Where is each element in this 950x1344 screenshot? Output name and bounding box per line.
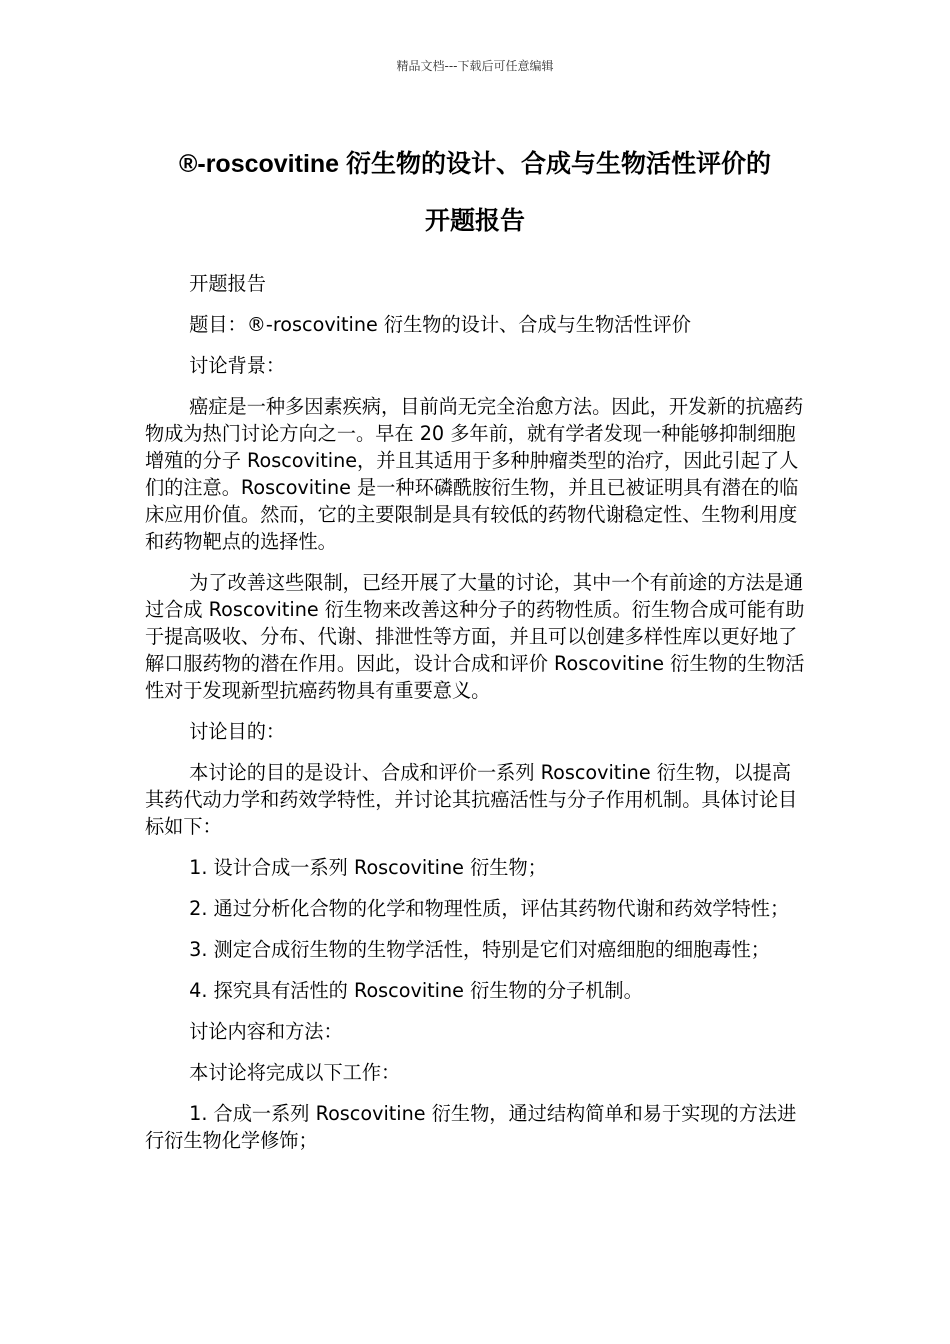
background-paragraph-2: 为了改善这些限制，已经开展了大量的讨论，其中一个有前途的方法是通过合成 Roscovitine 衍生物来改善这种分子的药物性质。衍生物合成可能有助于提高吸收、分布、代谢、排泄性等方面，并且可以创建多样性库以更好地了解口服药物的潜在作用。因此，设计合成和评价 Roscovitine 衍生物的生物活性对于发现新型抗癌药物具有重要意义。	[145, 571, 805, 702]
heading-objective: 讨论目的：	[189, 720, 286, 743]
heading-background: 讨论背景：	[189, 354, 286, 377]
document-body	[145, 270, 805, 1168]
objective-item-1: 1. 设计合成一系列 Roscovitine 衍生物；	[189, 856, 547, 879]
background-paragraph-1: 癌症是一种多因素疾病，目前尚无完全治愈方法。因此，开发新的抗癌药物成为热门讨论方向之一。早在 20 多年前，就有学者发现一种能够抑制细胞增殖的分子 Roscovitine，并且其适用于多种肿瘤类型的治疗，因此引起了人们的注意。Roscovitine 是一种环磷酰胺衍生物，并且已被证明具有潜在的临床应用价值。然而，它的主要限制是具有较低的药物代谢稳定性、生物利用度和药物靶点的选择性。	[145, 395, 804, 553]
work-intro: 本讨论将完成以下工作：	[189, 1061, 401, 1084]
work-item-1: 1. 合成一系列 Roscovitine 衍生物，通过结构简单和易于实现的方法进行衍生物化学修饰；	[145, 1102, 797, 1152]
title-line-1: ®-roscovitine 衍生物的设计、合成与生物活性评价的	[178, 150, 772, 178]
topic-line: 题目：®-roscovitine 衍生物的设计、合成与生物活性评价	[189, 313, 691, 336]
objective-item-4: 4. 探究具有活性的 Roscovitine 衍生物的分子机制。	[189, 979, 643, 1002]
objective-paragraph: 本讨论的目的是设计、合成和评价一系列 Roscovitine 衍生物，以提高其药代动力学和药效学特性，并讨论其抗癌活性与分子作用机制。具体讨论目标如下：	[145, 761, 798, 838]
page-header-note: 精品文档---下载后可任意编辑	[396, 59, 554, 73]
heading-content-methods: 讨论内容和方法：	[189, 1020, 343, 1043]
title-line-2: 开题报告	[424, 207, 525, 235]
objective-item-3: 3. 测定合成衍生物的生物学活性，特别是它们对癌细胞的细胞毒性；	[189, 938, 770, 961]
section-label-report: 开题报告	[189, 272, 266, 295]
objective-item-2: 2. 通过分析化合物的化学和物理性质，评估其药物代谢和药效学特性；	[189, 897, 790, 920]
document-title	[140, 136, 810, 250]
